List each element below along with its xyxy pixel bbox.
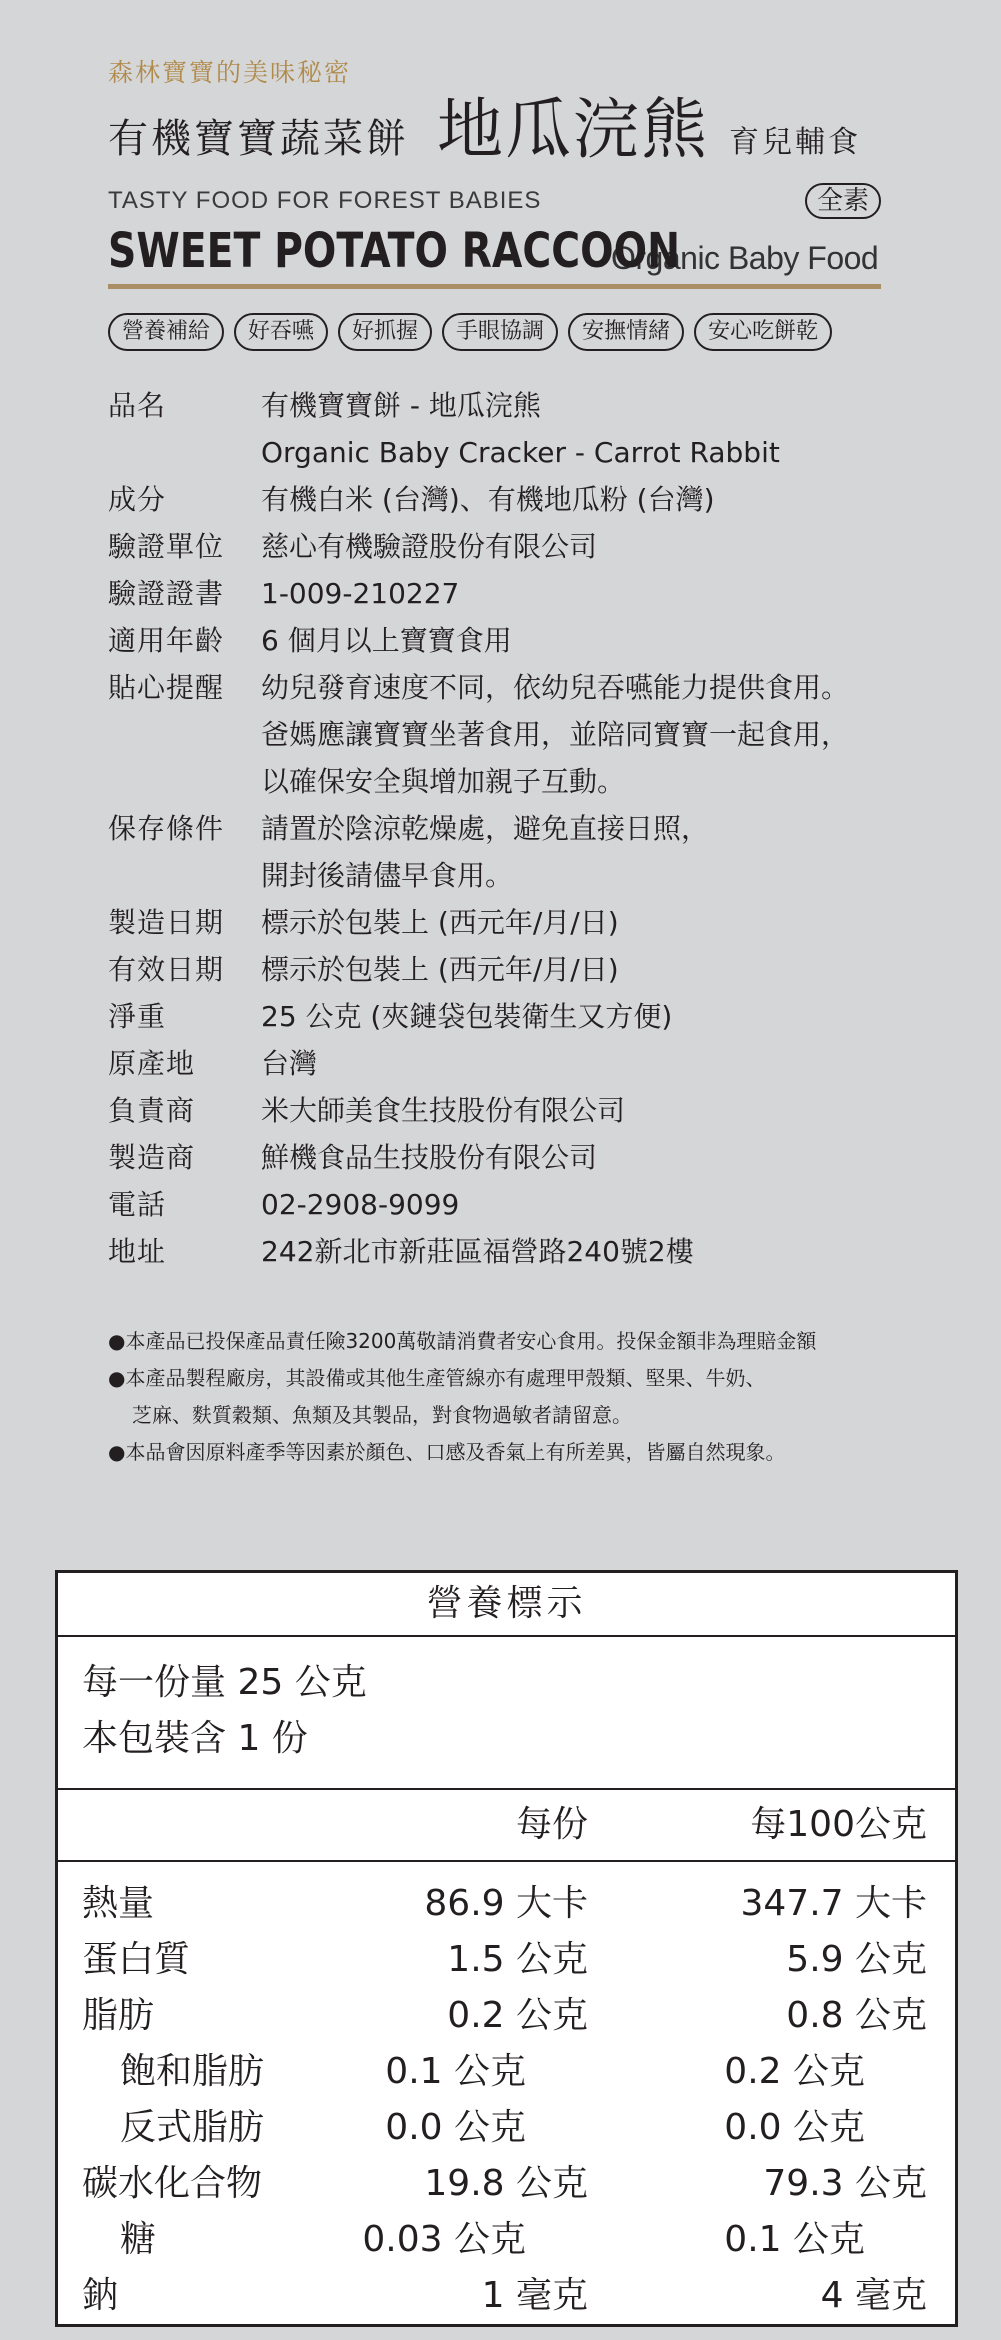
info-row-manufacturer	[108, 1134, 908, 1181]
product-name: 地瓜浣熊	[437, 91, 709, 168]
info-value	[261, 805, 908, 899]
note-allergen: ●本產品製程廠房，其設備或其他生產管線亦有處理甲殼類、堅果、牛奶、	[108, 1366, 766, 1390]
nutrient-name: 熱量	[82, 1883, 155, 1924]
info-row-name	[108, 382, 908, 476]
info-value-line: 25 公克 (夾鏈袋包裝衛生又方便)	[261, 1000, 673, 1033]
english-subtitle: Organic Baby Food	[611, 240, 879, 276]
nutrient-per-100g: 0.2 公克	[724, 2051, 865, 2092]
nutrition-header-row	[58, 1790, 955, 1862]
info-value	[261, 476, 908, 523]
nutrition-row-calories	[58, 1876, 955, 1932]
info-label: 製造商	[108, 1141, 196, 1174]
nutrient-per-serving: 19.8 公克	[424, 2163, 588, 2204]
info-row-reminder	[108, 664, 908, 805]
info-label: 地址	[108, 1235, 167, 1268]
feature-pill: 好抓握	[338, 313, 432, 351]
nutrient-name: 蛋白質	[82, 1939, 191, 1980]
title-row	[108, 91, 881, 168]
info-value-line: 幼兒發育速度不同，依幼兒吞嚥能力提供食用。	[261, 671, 850, 704]
nutrient-per-serving: 0.2 公克	[447, 1995, 588, 2036]
info-value-line: 242新北市新莊區福營路240號2樓	[261, 1235, 694, 1268]
info-value-line: 標示於包裝上 (西元年/月/日)	[261, 953, 619, 986]
header-per-100g: 每100公克	[750, 1804, 927, 1845]
info-value	[261, 993, 908, 1040]
nutrient-per-serving: 0.03 公克	[362, 2219, 526, 2260]
info-label: 適用年齡	[108, 624, 225, 657]
vegan-badge: 全素	[805, 183, 881, 219]
info-value	[261, 523, 908, 570]
nutrient-per-serving: 1 毫克	[481, 2275, 588, 2316]
nutrient-per-serving: 86.9 大卡	[424, 1883, 588, 1924]
nutrient-per-100g: 4 毫克	[820, 2275, 927, 2316]
info-value-line: 02-2908-9099	[261, 1188, 460, 1221]
nutrition-row-sodium	[58, 2268, 955, 2324]
info-value	[261, 1134, 908, 1181]
nutrient-per-100g: 5.9 公克	[786, 1939, 927, 1980]
info-value-line: 鮮機食品生技股份有限公司	[261, 1141, 598, 1174]
nutrient-per-100g: 0.8 公克	[786, 1995, 927, 2036]
info-row-ingredients	[108, 476, 908, 523]
servings-per-package: 本包裝含 1 份	[82, 1718, 308, 1759]
info-row-certifier	[108, 523, 908, 570]
info-value-line: 慈心有機驗證股份有限公司	[261, 530, 598, 563]
info-row-net-weight	[108, 993, 908, 1040]
info-value-line: 1-009-210227	[261, 577, 460, 610]
nutrition-row-protein	[58, 1932, 955, 1988]
info-label: 負責商	[108, 1094, 196, 1127]
nutrient-per-serving: 0.1 公克	[385, 2051, 526, 2092]
info-value	[261, 664, 908, 805]
info-row-responsible	[108, 1087, 908, 1134]
info-value-line: 爸媽應讓寶寶坐著食用，並陪同寶寶一起食用，	[261, 718, 850, 751]
serving-info	[58, 1637, 955, 1790]
info-row-phone	[108, 1181, 908, 1228]
info-value	[261, 1087, 908, 1134]
info-label: 驗證單位	[108, 530, 225, 563]
english-tagline: TASTY FOOD FOR FOREST BABIES	[108, 187, 542, 214]
info-label: 成分	[108, 483, 167, 516]
nutrient-name: 碳水化合物	[82, 2163, 263, 2204]
info-value	[261, 899, 908, 946]
info-value-line: 米大師美食生技股份有限公司	[261, 1094, 626, 1127]
info-row-certificate	[108, 570, 908, 617]
info-value-line: 有機寶寶餅 - 地瓜浣熊	[261, 389, 541, 422]
feature-pill: 安撫情緒	[568, 313, 684, 351]
product-title-zh: 有機寶寶蔬菜餅	[108, 116, 409, 162]
info-row-origin	[108, 1040, 908, 1087]
feature-pill: 安心吃餅乾	[694, 313, 832, 351]
nutrient-name: 鈉	[82, 2275, 119, 2316]
info-value-line: 6 個月以上寶寶食用	[261, 624, 512, 657]
nutrient-per-100g: 79.3 公克	[763, 2163, 927, 2204]
feature-pill: 好吞嚥	[234, 313, 328, 351]
nutrient-per-100g: 347.7 大卡	[740, 1883, 927, 1924]
info-row-address	[108, 1228, 908, 1275]
nutrient-per-serving: 0.0 公克	[385, 2107, 526, 2148]
info-label: 貼心提醒	[108, 671, 225, 704]
english-title-row	[108, 222, 881, 280]
nutrition-facts-table	[55, 1570, 958, 2327]
info-value-line: 標示於包裝上 (西元年/月/日)	[261, 906, 619, 939]
disclaimer-notes	[108, 1323, 908, 1471]
serving-size: 每一份量 25 公克	[82, 1662, 367, 1703]
english-tag-row	[108, 184, 881, 218]
nutrition-row-carbohydrate	[58, 2156, 955, 2212]
nutrient-name: 脂肪	[82, 1995, 155, 2036]
nutrient-name: 糖	[120, 2219, 157, 2260]
note-allergen-cont: 芝麻、麩質穀類、魚類及其製品，對食物過敏者請留意。	[132, 1403, 632, 1427]
info-value-line: 以確保安全與增加親子互動。	[261, 765, 626, 798]
info-value-line: 有機白米 (台灣)、有機地瓜粉 (台灣)	[261, 483, 715, 516]
nutrient-name: 反式脂肪	[120, 2107, 265, 2148]
info-label: 有效日期	[108, 953, 225, 986]
nutrition-row-fat	[58, 1988, 955, 2044]
info-value-line: 請置於陰涼乾燥處，避免直接日照，	[261, 812, 710, 845]
nutrient-per-serving: 1.5 公克	[447, 1939, 588, 1980]
header-per-serving: 每份	[515, 1804, 588, 1845]
info-row-storage	[108, 805, 908, 899]
info-label: 保存條件	[108, 812, 225, 845]
info-value	[261, 1040, 908, 1087]
feature-pill: 營養補給	[108, 313, 224, 351]
info-label: 淨重	[108, 1000, 167, 1033]
info-value	[261, 570, 908, 617]
info-value-line: 台灣	[261, 1047, 318, 1080]
info-label: 原產地	[108, 1047, 196, 1080]
english-product-name: SWEET POTATO RACCOON	[108, 223, 681, 279]
nutrition-title: 營養標示	[58, 1573, 955, 1637]
info-value	[261, 1181, 908, 1228]
nutrition-body	[58, 1862, 955, 2324]
info-value-line: 開封後請儘早食用。	[261, 859, 514, 892]
gold-divider	[108, 284, 881, 289]
product-info-list	[108, 382, 908, 1275]
header-blank	[58, 1790, 318, 1860]
nutrient-per-100g: 0.0 公克	[724, 2107, 865, 2148]
info-value-line: Organic Baby Cracker - Carrot Rabbit	[261, 436, 780, 469]
info-label: 品名	[108, 389, 167, 422]
feature-pill: 手眼協調	[442, 313, 558, 351]
info-label: 製造日期	[108, 906, 225, 939]
nutrient-per-100g: 0.1 公克	[724, 2219, 865, 2260]
info-value	[261, 382, 908, 476]
nutrition-row-trans-fat	[58, 2100, 955, 2156]
product-header	[108, 58, 881, 351]
note-insurance: ●本產品已投保產品責任險3200萬敬請消費者安心食用。投保金額非為理賠金額	[108, 1329, 817, 1353]
info-label: 電話	[108, 1188, 167, 1221]
info-value	[261, 1228, 908, 1275]
info-row-exp-date	[108, 946, 908, 993]
info-row-mfg-date	[108, 899, 908, 946]
note-variation: ●本品會因原料產季等因素於顏色、口感及香氣上有所差異，皆屬自然現象。	[108, 1440, 786, 1464]
info-label: 驗證證書	[108, 577, 225, 610]
product-category: 育兒輔食	[729, 125, 861, 160]
info-row-age	[108, 617, 908, 664]
feature-pills	[108, 313, 881, 351]
nutrition-row-sugar	[58, 2212, 955, 2268]
info-value	[261, 946, 908, 993]
nutrient-name: 飽和脂肪	[120, 2051, 265, 2092]
info-value	[261, 617, 908, 664]
tagline: 森林寶寶的美味秘密	[108, 58, 352, 87]
nutrition-row-saturated-fat	[58, 2044, 955, 2100]
